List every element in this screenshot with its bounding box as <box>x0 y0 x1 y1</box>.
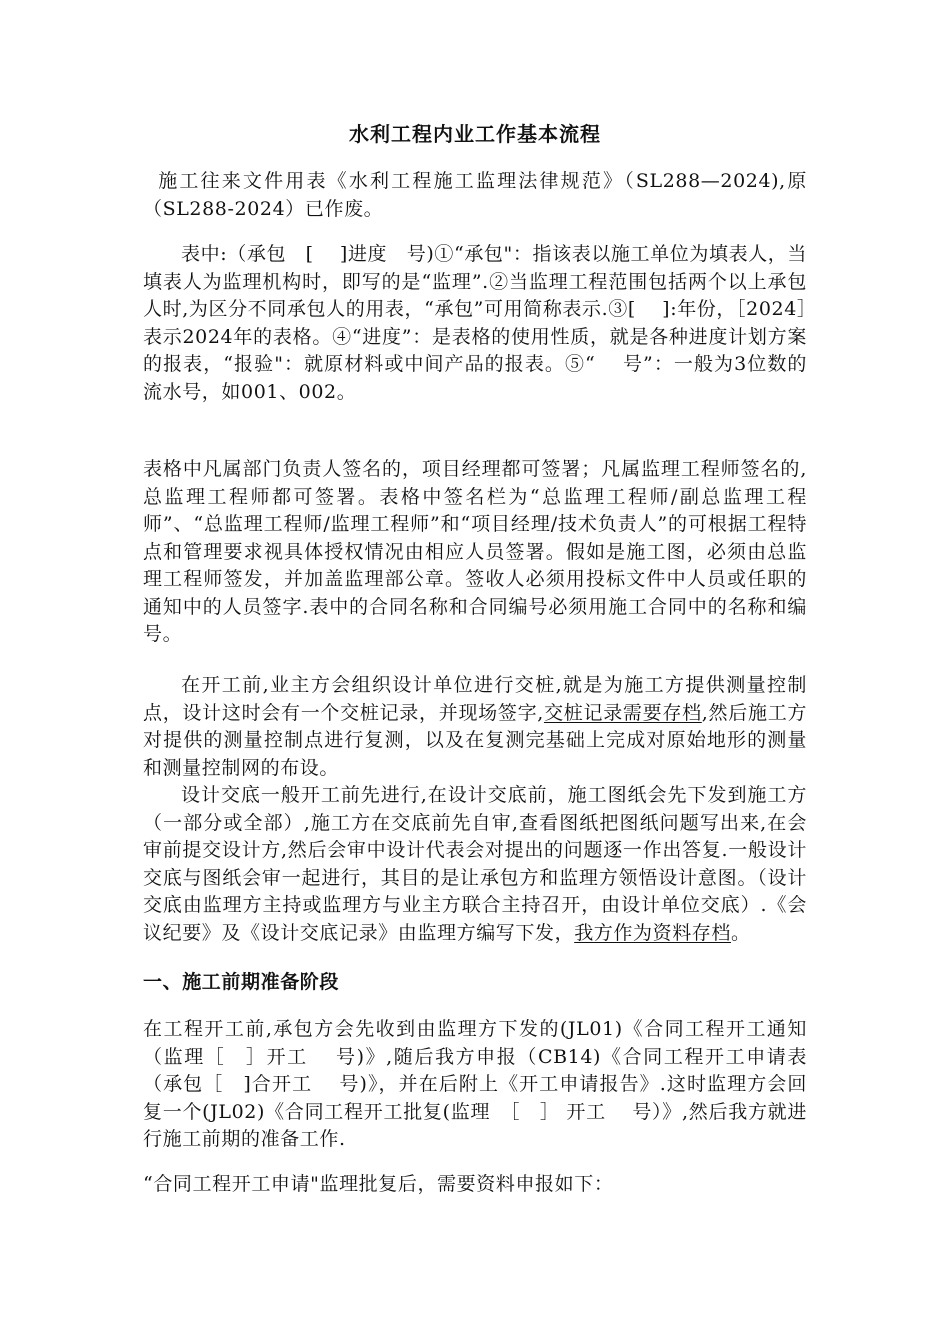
handover-paragraph <box>143 672 807 782</box>
document-title: 水利工程内业工作基本流程 <box>349 122 601 146</box>
design-briefing-text-before: 设计交底一般开工前先进行,在设计交底前，施工图纸会先下发到施工方（一部分或全部）,施工方在交底前先自审,查看图纸把图纸问题写出来,在会审前提交设计方,然后会审中设计代表会对提出的问题逐一作出答复.一般设计交底与图纸会审一起进行，其目的是让承包方和监理方领悟设计意图。（设计交底由监理方主持或监理方与业主方联合主持召开，由设计单位交底）.《会议纪要》及《设计交底记录》由监理方编写下发， <box>143 784 807 944</box>
design-briefing-underlined-text: 我方作为资料存档 <box>574 921 732 944</box>
signature-note-paragraph: 表格中凡属部门负责人签名的，项目经理都可签署；凡属监理工程师签名的,总监理工程师都可签署。表格中签名栏为“总监理工程师/副总监理工程师”、“总监理工程师/监理工程师”和“项目经理/技术负责人”的可根据工程特点和管理要求视具体授权情况由相应人员签署。假如是施工图，必须由总监理工程师签发，并加盖监理部公章。签收人必须用投标文件中人员或任职的通知中的人员签字.表中的合同名称和合同编号必须用施工合同中的名称和编号。 <box>143 458 807 645</box>
design-briefing-text-after: 。 <box>731 921 751 944</box>
handover-text-after: ,然后施工方对提供的测量控制点进行复测，以及在复测完基础上完成对原始地形的测量和测量控制网的布设。 <box>143 701 808 779</box>
section-1-paragraph: 在工程开工前,承包方会先收到由监理方下发的(JL01)《合同工程开工通知（监理［ ］开工 号)》,随后我方申报（CB14)《合同工程开工申请表（承包［ ]合开工 号)》，并在后附上《开工申请报告》.这时监理方会回复一个(JL02)《合同工程开工批复(监理 ［ ］ 开工 号）》,然后我方就进行施工前期的准备工作. <box>143 1018 807 1150</box>
handover-underlined-text: 交桩记录需要存档 <box>543 701 702 724</box>
section-1-followup: “合同工程开工申请"监理批复后，需要资料申报如下： <box>143 1173 614 1195</box>
handover-text-before: 在开工前,业主方会组织设计单位进行交桩,就是为施工方提供测量控制点，设计这时会有一个交桩记录，并现场签字, <box>143 674 807 724</box>
section-1-heading: 一、施工前期准备阶段 <box>143 971 340 993</box>
table-note-paragraph: 表中:（承包 [ ]进度 号)①“承包"：指该表以施工单位为填表人，当填表人为监理机构时，即写的是“监理”.②当监理工程范围包括两个以上承包人时,为区分不同承包人的用表，“承包”可用简称表示.③[ ]:年份，［2024］表示2024年的表格。④“进度”：是表格的使用性质，就是各种进度计划方案的报表，“报验"：就原材料或中间产品的报表。⑤“ 号”：一般为3位数的流水号，如001、002。 <box>143 243 807 403</box>
design-briefing-paragraph <box>143 782 807 947</box>
intro-paragraph: 施工往来文件用表《水利工程施工监理法律规范》（SL288—2024),原（SL288-2024）已作废。 <box>143 170 807 220</box>
